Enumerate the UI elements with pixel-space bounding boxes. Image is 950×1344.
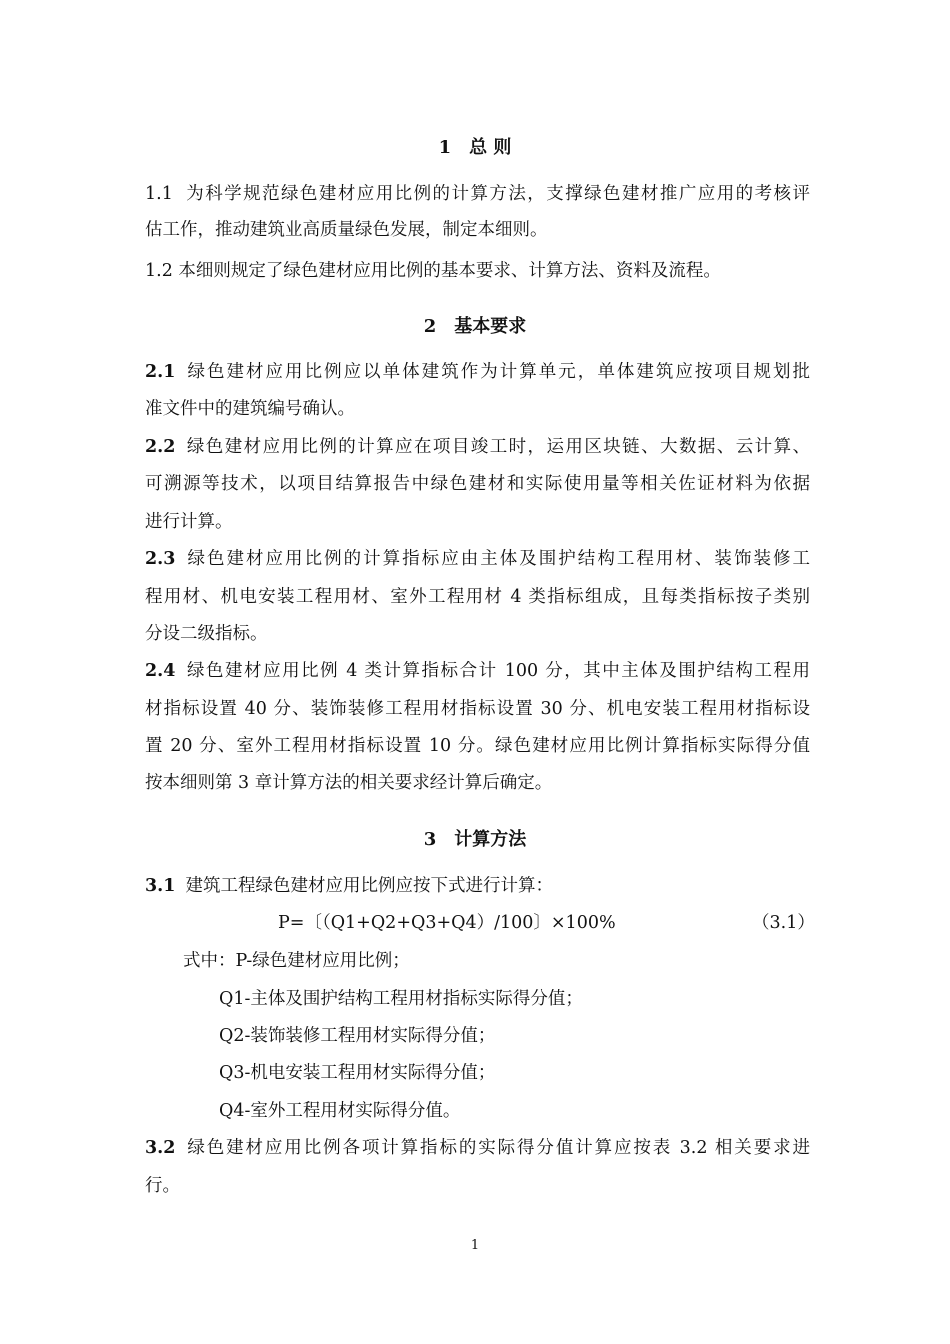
paragraph-2-1 [145,358,810,383]
paragraph-line: 行。 [145,1176,180,1196]
clause-number: 2.1 [145,362,176,382]
section-3-heading: 3 计算方法 [423,829,527,850]
formula-where: 式中：P-绿色建材应用比例； [183,951,410,971]
paragraph-text: 绿色建材应用比例应以单体建筑作为计算单元，单体建筑应按项目规划批 [185,362,810,382]
formula-number: （3.1） [752,913,815,933]
variable-q3: Q3-机电安装工程用材实际得分值； [219,1063,496,1083]
paragraph-line: 估工作，推动建筑业高质量绿色发展，制定本细则。 [145,220,548,240]
variable-q4: Q4-室外工程用材实际得分值。 [219,1101,461,1121]
paragraph-2-4 [145,657,810,682]
section-2-heading: 2 基本要求 [423,316,527,337]
paragraph-text: 绿色建材应用比例 4 类计算指标合计 100 分，其中主体及围护结构工程用 [185,661,810,681]
paragraph-line: 分设二级指标。 [145,624,268,644]
formula: P=〔（Q1+Q2+Q3+Q4）/100〕×100% [278,913,616,933]
clause-number: 1.1 [145,184,173,204]
clause-number: 2.3 [145,549,176,569]
paragraph-line: 按本细则第 3 章计算方法的相关要求经计算后确定。 [145,773,553,793]
clause-number: 3.2 [145,1138,176,1158]
paragraph-text: 为科学规范绿色建材应用比例的计算方法，支撑绿色建材推广应用的考核评 [184,184,810,204]
paragraph-line: 可溯源等技术，以项目结算报告中绿色建材和实际使用量等相关佐证材料为依据 [145,474,810,494]
paragraph-1-1 [145,180,810,205]
variable-q2: Q2-装饰装修工程用材实际得分值； [219,1026,496,1046]
clause-number: 2.2 [145,437,176,457]
section-1-heading: 1 总 则 [438,137,512,158]
paragraph-3-2 [145,1134,810,1159]
paragraph-line: 进行计算。 [145,512,233,532]
paragraph-line: 准文件中的建筑编号确认。 [145,399,355,419]
paragraph-line: 置 20 分、室外工程用材指标设置 10 分。绿色建材应用比例计算指标实际得分值 [145,736,810,756]
paragraph-2-2 [145,433,810,458]
paragraph-line: 程用材、机电安装工程用材、室外工程用材 4 类指标组成，且每类指标按子类别 [145,587,810,607]
clause-number: 3.1 [145,876,176,896]
variable-q1: Q1-主体及围护结构工程用材指标实际得分值； [219,989,583,1009]
paragraph-1-2: 1.2 本细则规定了绿色建材应用比例的基本要求、计算方法、资料及流程。 [145,261,721,281]
paragraph-text: 绿色建材应用比例的计算指标应由主体及围护结构工程用材、装饰装修工 [185,549,810,569]
paragraph-text: 绿色建材应用比例各项计算指标的实际得分值计算应按表 3.2 相关要求进 [185,1138,810,1158]
paragraph-3-1 [145,872,810,897]
clause-number: 2.4 [145,661,176,681]
page-number: 1 [470,1238,480,1253]
paragraph-line: 材指标设置 40 分、装饰装修工程用材指标设置 30 分、机电安装工程用材指标设 [145,699,810,719]
paragraph-text: 绿色建材应用比例的计算应在项目竣工时，运用区块链、大数据、云计算、 [185,437,810,457]
paragraph-2-3 [145,545,810,570]
paragraph-text: 建筑工程绿色建材应用比例应按下式进行计算： [185,876,553,896]
